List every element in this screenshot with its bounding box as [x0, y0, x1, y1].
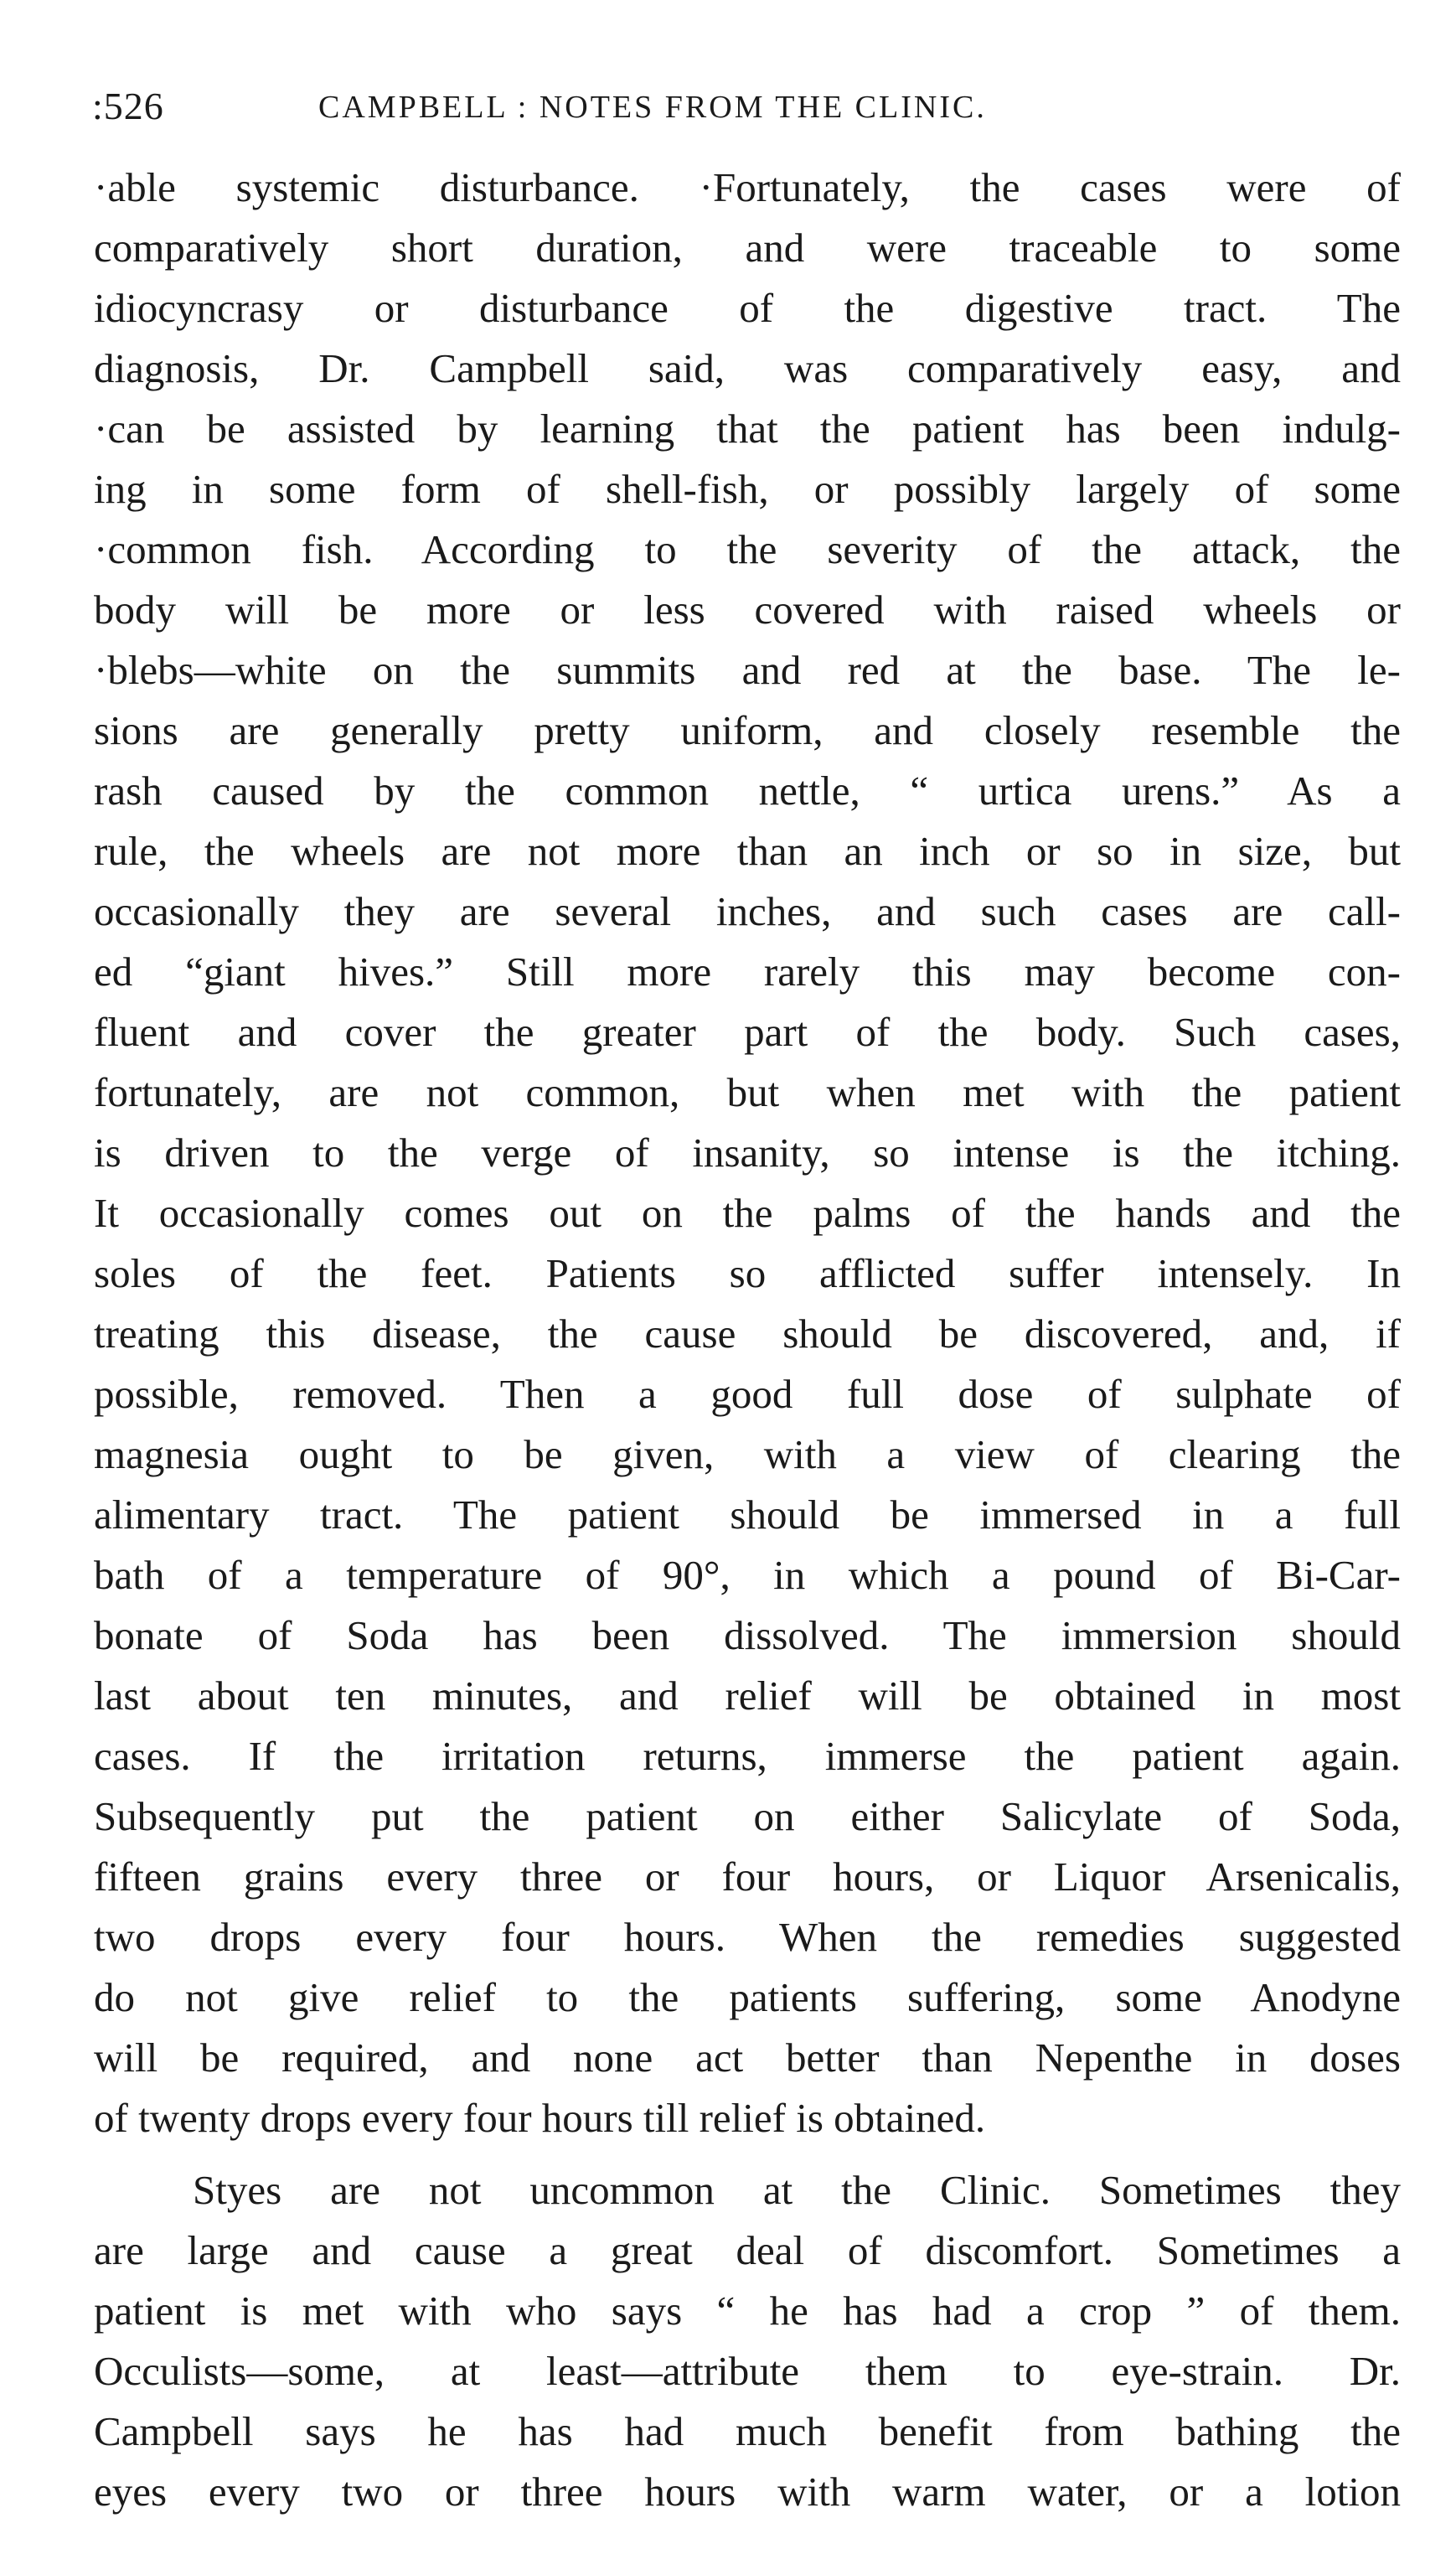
text-line: fluent and cover the greater part of the body. Such cases,: [94, 1009, 1401, 1055]
page-number: :526: [92, 85, 164, 127]
text-line: idiocyncrasy or disturbance of the digestive tract. The: [94, 285, 1401, 331]
text-line: is driven to the verge of insanity, so intense is the itching.: [94, 1130, 1401, 1176]
text-line: ·able systemic disturbance. ·Fortunately, the cases were of: [94, 164, 1401, 210]
text-line: ing in some form of shell-fish, or possibly largely of some: [94, 466, 1401, 512]
text-line: cases. If the irritation returns, immerse the patient again.: [94, 1733, 1401, 1779]
text-line: diagnosis, Dr. Campbell said, was comparatively easy, and: [94, 345, 1401, 391]
body-text: [94, 158, 1401, 2522]
text-line: bath of a temperature of 90°, in which a pound of Bi-Car-: [94, 1552, 1401, 1598]
paragraph-hives: [94, 158, 1401, 2148]
text-line: last about ten minutes, and relief will be obtained in most: [94, 1673, 1401, 1719]
text-line: two drops every four hours. When the remedies suggested: [94, 1914, 1401, 1960]
text-line: body will be more or less covered with raised wheels or: [94, 587, 1401, 633]
running-title: CAMPBELL : NOTES FROM THE CLINIC.: [318, 90, 987, 125]
text-line: Campbell says he has had much benefit from bathing the: [94, 2408, 1401, 2454]
text-line: Subsequently put the patient on either Salicylate of Soda,: [94, 1793, 1401, 1839]
text-line: sions are generally pretty uniform, and closely resemble the: [94, 707, 1401, 753]
text-line: soles of the feet. Patients so afflicted suffer intensely. In: [94, 1250, 1401, 1296]
text-line: fortunately, are not common, but when met with the patient: [94, 1069, 1401, 1115]
text-line: ·can be assisted by learning that the patient has been indulg-: [94, 406, 1401, 452]
text-line: rash caused by the common nettle, “ urtica urens.” As a: [94, 768, 1401, 814]
paragraph-styes: [94, 2160, 1401, 2522]
text-line: of twenty drops every four hours till relief is obtained.: [94, 2095, 986, 2141]
running-head: [92, 84, 1399, 134]
text-line: alimentary tract. The patient should be immersed in a full: [94, 1492, 1401, 1538]
text-line: eyes every two or three hours with warm water, or a lotion: [94, 2469, 1401, 2515]
text-line: do not give relief to the patients suffering, some Anodyne: [94, 1974, 1401, 2020]
text-line: possible, removed. Then a good full dose of sulphate of: [94, 1371, 1401, 1417]
text-line: patient is met with who says “ he has had a crop ” of them.: [94, 2288, 1401, 2334]
text-line: treating this disease, the cause should be discovered, and, if: [94, 1311, 1401, 1357]
text-line: ·blebs—white on the summits and red at the base. The le-: [94, 647, 1401, 693]
text-line: It occasionally comes out on the palms of the hands and the: [94, 1190, 1401, 1236]
text-line: comparatively short duration, and were traceable to some: [94, 225, 1401, 271]
text-line: occasionally they are several inches, and such cases are call-: [94, 888, 1401, 934]
text-line: will be required, and none act better than Nepenthe in doses: [94, 2034, 1401, 2081]
text-line: fifteen grains every three or four hours, or Liquor Arsenicalis,: [94, 1853, 1401, 1900]
text-line: Occulists—some, at least—attribute them to eye-strain. Dr.: [94, 2348, 1401, 2394]
text-line: bonate of Soda has been dissolved. The immersion should: [94, 1612, 1401, 1658]
text-line: ·common fish. According to the severity of the attack, the: [94, 526, 1401, 572]
text-line: Styes are not uncommon at the Clinic. Sometimes they: [193, 2167, 1401, 2213]
text-line: ed “giant hives.” Still more rarely this may become con-: [94, 949, 1401, 995]
text-line: are large and cause a great deal of discomfort. Sometimes a: [94, 2227, 1401, 2273]
text-line: magnesia ought to be given, with a view of clearing the: [94, 1431, 1401, 1477]
text-line: rule, the wheels are not more than an inch or so in size, but: [94, 828, 1401, 874]
